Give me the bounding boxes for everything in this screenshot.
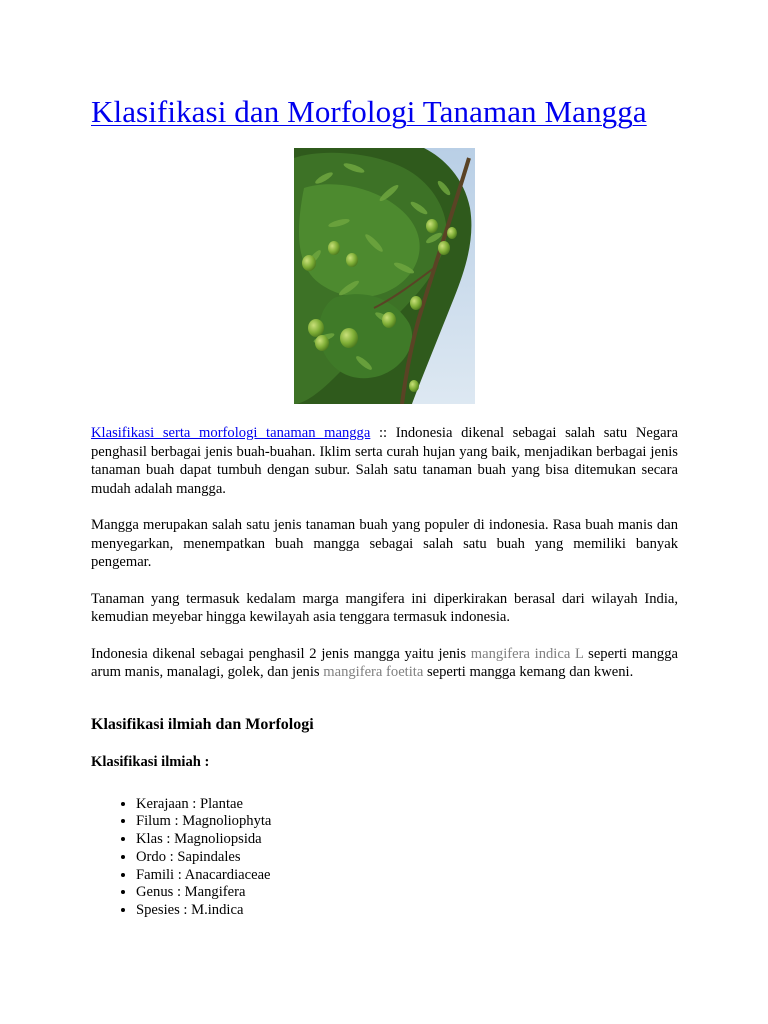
- list-item: • Filum : Magnoliophyta: [136, 813, 678, 831]
- list-item: • Spesies : M.indica: [136, 902, 678, 920]
- list-item: • Kerajaan : Plantae: [136, 796, 678, 814]
- list-item: • Ordo : Sapindales: [136, 849, 678, 867]
- article-title: [91, 0, 678, 130]
- subsection-heading: Klasifikasi ilmiah :: [91, 753, 210, 770]
- species-indica: mangifera indica L: [470, 645, 584, 662]
- intro-link[interactable]: Klasifikasi serta morfologi tanaman mangga: [91, 425, 371, 441]
- varieties-text-2: seperti mangga arum manis, manalagi, golek, dan jenis: [91, 645, 678, 680]
- varieties-text-3: seperti mangga kemang dan kweni.: [423, 664, 634, 680]
- section-heading: Klasifikasi ilmiah dan Morfologi: [91, 715, 314, 733]
- intro-text: :: Indonesia dikenal sebagai salah satu Negara penghasil berbagai jenis buah-buahan. Iklim serta curah hujan yang baik, menjadikan berbagai jenis tanaman buah dapat tumbuh dengan subur. Salah satu tanaman buah yang bisa ditemukan secara mudah adalah mangga.: [91, 425, 678, 497]
- paragraph-varieties: [91, 645, 678, 682]
- mango-tree-photo: [294, 148, 475, 404]
- list-item: • Klas : Magnoliopsida: [136, 831, 678, 849]
- list-item: • Genus : Mangifera: [136, 884, 678, 902]
- list-item: • Famili : Anacardiaceae: [136, 867, 678, 885]
- paragraph-origin: Tanaman yang termasuk kedalam marga mangifera ini diperkirakan berasal dari wilayah India, kemudian meyebar hingga kewilayah asia tenggara termasuk indonesia.: [91, 590, 678, 625]
- article-title-link[interactable]: Klasifikasi dan Morfologi Tanaman Mangga: [91, 94, 647, 129]
- taxonomy-list: [91, 796, 678, 921]
- species-foetita: mangifera foetita: [323, 664, 424, 680]
- intro-paragraph: [91, 424, 678, 498]
- paragraph-popularity: Mangga merupakan salah satu jenis tanaman buah yang populer di indonesia. Rasa buah manis dan menyegarkan, menempatkan buah mangga sebagai salah satu buah yang memiliki banyak pengemar.: [91, 517, 678, 570]
- varieties-text-1: Indonesia dikenal sebagai penghasil 2 jenis mangga yaitu jenis: [91, 645, 471, 662]
